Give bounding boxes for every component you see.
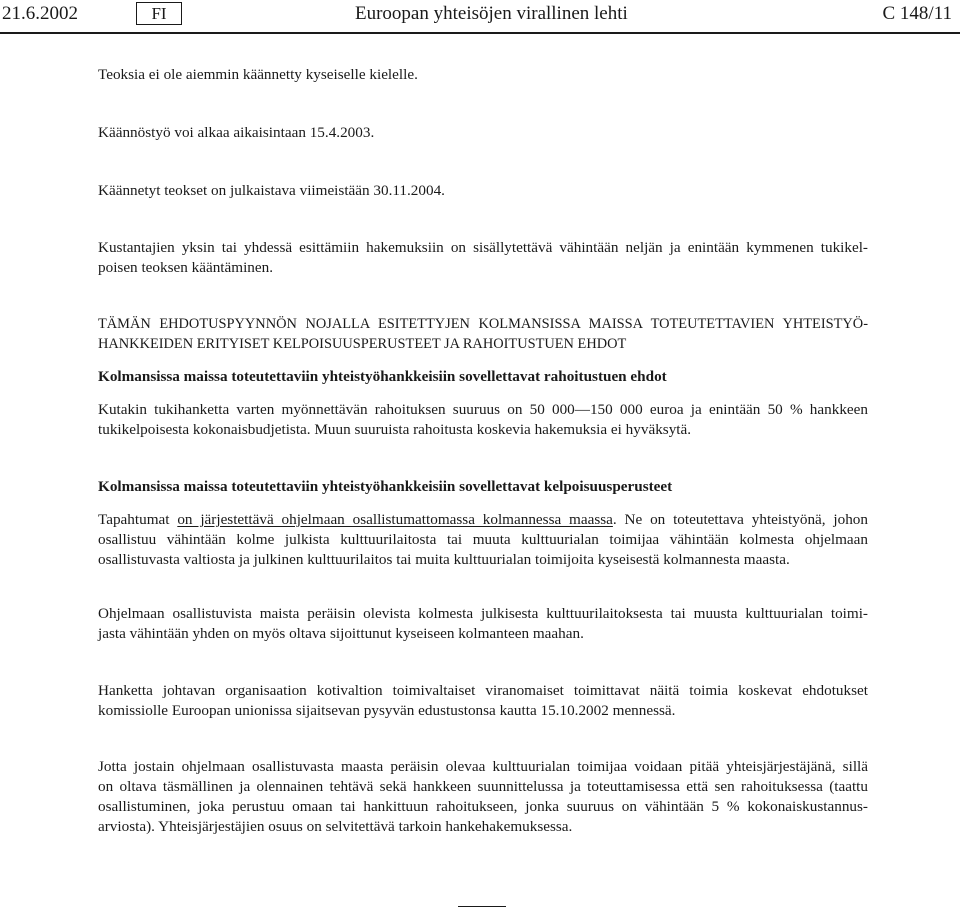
- underlined-requirement: on järjestettävä ohjelmaan osallistumattomassa kolmannessa maassa: [177, 511, 613, 528]
- paragraph-funding-amount: Kutakin tukihanketta varten myönnettävän rahoituksen suuruus on 50 000—150 000 euroa ja enintään 50 % hankkeen tukikelpoisesta kokonaisbudjetista. Muun suuruista rahoitusta koskevia hakemuksia ei hyväksytä.: [98, 401, 868, 438]
- paragraph-submission-authorities: Hanketta johtavan organisaation kotivaltion toimivaltaiset viranomaiset toimittavat näitä toimia koskevat ehdotukset komissiolle Euroopan unionissa sijaitsevan pysyvän edustustonsa kautta 15.10.2002 mennessä.: [98, 682, 868, 719]
- heading-funding-conditions: Kolmansissa maissa toteutettaviin yhteistyöhankkeisiin sovellettavat rahoitustuen ehdot: [98, 368, 667, 385]
- section-title: TÄMÄN EHDOTUSPYYNNÖN NOJALLA ESITETTYJEN KOLMANSISSA MAISSA TOTEUTETTAVIEN YHTEISTYÖ- HANKKEIDEN ERITYISET KELPOISUUSPERUSTEET JA RAHOITUSTUEN EHDOT: [98, 316, 868, 352]
- footer-separator: [458, 906, 506, 907]
- header-rule: [0, 32, 960, 34]
- journal-title: Euroopan yhteisöjen virallinen lehti: [355, 3, 628, 24]
- paragraph-publication-deadline: Käännetyt teokset on julkaistava viimeistään 30.11.2004.: [98, 182, 445, 199]
- page-reference: C 148/11: [882, 3, 952, 24]
- paragraph-translation-start: Käännöstyö voi alkaa aikaisintaan 15.4.2003.: [98, 124, 375, 141]
- heading-eligibility-criteria: Kolmansissa maissa toteutettaviin yhteistyöhankkeisiin sovellettavat kelpoisuusperusteet: [98, 478, 673, 495]
- publication-date: 21.6.2002: [2, 3, 78, 24]
- paragraph-event-location: Tapahtumat on järjestettävä ohjelmaan osallistumattomassa kolmannessa maassa. Ne on toteutettava yhteistyönä, johon osallistuu vähintään kolme julkista kulttuurilaitosta tai muuta kulttuurialan toimijaa vähintään kolmesta ohjelmaan osallistuvasta valtiosta ja julkinen kulttuurilaitos tai muita kulttuurialan toimijoita kyseisestä kolmannesta maasta.: [98, 511, 868, 568]
- language-badge: FI: [136, 2, 182, 25]
- page-header: [0, 0, 960, 40]
- paragraph-co-organiser: Jotta jostain ohjelmaan osallistuvasta maasta peräisin olevaa kulttuurialan toimijaa voidaan pitää yhteisjärjestäjänä, sillä on oltava täsmällinen ja olennainen tehtävä sekä hankkeen suunnittelussa ja toteuttamisessa että sen rahoituksessa (taattu osallistuminen, joka perustuu omaan tai hankittuun rahoitukseen, jonka suuruus on vähintään 5 % kokonaiskustannus- arviosta). Yhteisjärjestäjien osuus on selvitettävä tarkoin hankehakemuksessa.: [98, 758, 868, 835]
- paragraph-publisher-applications: Kustantajien yksin tai yhdessä esittämiin hakemuksiin on sisällytettävä vähintään neljän ja enintään kymmenen tukikel- poisen teoksen kääntäminen.: [98, 239, 868, 276]
- paragraph-third-country-partner: Ohjelmaan osallistuvista maista peräisin olevista kolmesta julkisesta kulttuurilaitoksesta tai muusta kulttuurialan toimi- jasta vähintään yhden on myös oltava sijoittunut kyseiseen kolmanteen maahan.: [98, 605, 868, 642]
- paragraph-no-prior-translation: Teoksia ei ole aiemmin käännetty kyseiselle kielelle.: [98, 66, 418, 83]
